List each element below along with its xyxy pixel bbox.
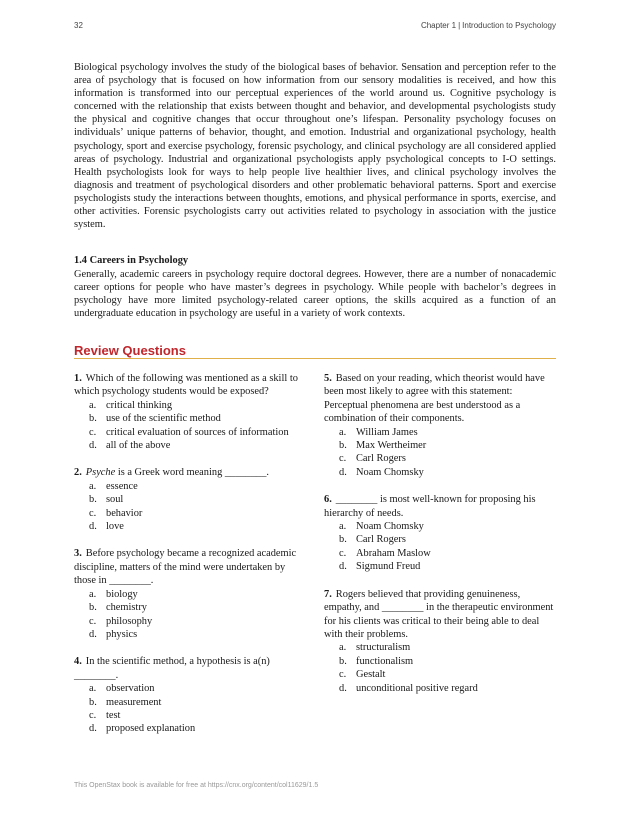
option-text: unconditional positive regard bbox=[356, 682, 478, 694]
answer-option bbox=[324, 439, 556, 452]
answer-option bbox=[74, 426, 306, 439]
answer-options bbox=[74, 399, 306, 453]
answer-option bbox=[74, 601, 306, 614]
option-letter: a. bbox=[89, 588, 97, 600]
option-text: behavior bbox=[106, 507, 143, 519]
option-letter: b. bbox=[89, 494, 97, 506]
option-text: all of the above bbox=[106, 440, 171, 452]
review-question bbox=[74, 372, 306, 452]
answer-options bbox=[74, 682, 306, 736]
answer-option bbox=[74, 709, 306, 722]
answer-option bbox=[324, 655, 556, 668]
question-stem bbox=[74, 372, 306, 399]
answer-option bbox=[74, 520, 306, 533]
answer-options bbox=[74, 480, 306, 534]
option-text: test bbox=[106, 709, 121, 721]
answer-option bbox=[324, 560, 556, 573]
question-text: ________ is most well-known for proposing his hierarchy of needs. bbox=[324, 494, 536, 519]
option-letter: a. bbox=[339, 521, 347, 533]
option-letter: d. bbox=[89, 723, 97, 735]
questions-column-right bbox=[324, 372, 556, 709]
question-text: Which of the following was mentioned as a skill to which psychology students would be exposed? bbox=[74, 373, 298, 398]
chapter-title: Introduction to Psychology bbox=[462, 21, 556, 30]
option-text: biology bbox=[106, 588, 138, 600]
question-text: Before psychology became a recognized academic discipline, matters of the mind were undertaken by those in ________. bbox=[74, 548, 297, 587]
answer-option bbox=[324, 641, 556, 654]
option-letter: b. bbox=[339, 440, 347, 452]
option-text: Max Wertheimer bbox=[356, 440, 427, 452]
option-text: use of the scientific method bbox=[106, 413, 221, 425]
option-letter: c. bbox=[89, 426, 97, 438]
answer-option bbox=[324, 547, 556, 560]
option-letter: c. bbox=[339, 669, 347, 681]
question-number: 2. bbox=[74, 467, 82, 479]
question-stem bbox=[324, 588, 556, 642]
question-text: Based on your reading, which theorist would have been most likely to agree with this statement: Perceptual phenomena are best understood as a combination of their components. bbox=[324, 373, 545, 425]
questions-column-left bbox=[74, 372, 306, 750]
answer-option bbox=[74, 412, 306, 425]
answer-option bbox=[324, 466, 556, 479]
question-text: is a Greek word meaning ________. bbox=[115, 467, 270, 479]
option-letter: c. bbox=[89, 615, 97, 627]
option-text: proposed explanation bbox=[106, 723, 196, 735]
chapter-label: Chapter 1 bbox=[420, 21, 457, 30]
answer-option bbox=[74, 615, 306, 628]
option-letter: a. bbox=[89, 683, 97, 695]
review-question bbox=[324, 588, 556, 695]
answer-option bbox=[74, 439, 306, 452]
page-footer: This OpenStax book is available for free at https://cnx.org/content/col11629/1.5 bbox=[74, 782, 319, 789]
question-stem bbox=[324, 493, 556, 520]
option-letter: d. bbox=[89, 440, 97, 452]
option-letter: c. bbox=[339, 547, 347, 559]
answer-option bbox=[74, 588, 306, 601]
question-number: 7. bbox=[324, 588, 332, 600]
question-emphasis: Psyche bbox=[85, 467, 116, 479]
option-text: William James bbox=[356, 426, 418, 438]
answer-option bbox=[74, 722, 306, 735]
answer-options bbox=[324, 426, 556, 480]
answer-option bbox=[324, 533, 556, 546]
review-question bbox=[74, 466, 306, 533]
answer-option bbox=[74, 696, 306, 709]
option-text: Noam Chomsky bbox=[356, 521, 424, 533]
option-text: critical thinking bbox=[106, 399, 173, 411]
answer-option bbox=[324, 452, 556, 465]
option-letter: a. bbox=[339, 642, 347, 654]
option-letter: b. bbox=[89, 696, 97, 708]
question-number: 3. bbox=[74, 548, 82, 560]
option-text: chemistry bbox=[106, 602, 147, 614]
question-text: Rogers believed that providing genuineness, empathy, and ________ in the therapeutic environment for his clients was critical to their being able to deal with their problems. bbox=[324, 588, 554, 640]
option-letter: d. bbox=[89, 521, 97, 533]
option-text: Carl Rogers bbox=[356, 453, 406, 465]
question-stem bbox=[74, 466, 306, 479]
review-question bbox=[324, 493, 556, 573]
option-letter: b. bbox=[89, 602, 97, 614]
intro-paragraph: Biological psychology involves the study of the biological bases of behavior. Sensation and perception refer to the area of psychology that is focused on how information from our sensory modalities is received, and how this information is transformed into our perceptual experiences of the world around us. Cognitive psychology is concerned with the relationship that exists between thought and behavior, and developmental psychologists study the physical and cognitive changes that occur throughout one’s lifespan. Personality psychology focuses on individuals’ unique patterns of behavior, thought, and emotion. Industrial and organizational psychology, health psychology, sport and exercise psychology, forensic psychology, and clinical psychology are all considered applied areas of psychology. Industrial and organizational psychologists apply psychological concepts to I-O settings. Health psychologists look for ways to help people live healthier lives, and clinical psychology involves the diagnosis and treatment of psychological disorders and other problematic behavioral patterns. Sport and exercise psychologists study the interactions between thoughts, emotions, and physical performance in sports, exercise, and other activities. Forensic psychologists carry out activities related to psychology in association with the justice system. bbox=[74, 62, 556, 231]
option-text: functionalism bbox=[356, 655, 414, 667]
question-text: In the scientific method, a hypothesis is a(n) ________. bbox=[74, 656, 270, 681]
option-letter: c. bbox=[339, 453, 347, 465]
option-letter: c. bbox=[89, 507, 97, 519]
option-letter: b. bbox=[89, 413, 97, 425]
option-text: Sigmund Freud bbox=[356, 561, 421, 573]
option-text: measurement bbox=[106, 696, 162, 708]
review-questions-heading: Review Questions bbox=[74, 343, 186, 358]
review-question bbox=[74, 655, 306, 735]
answer-options bbox=[324, 520, 556, 574]
option-letter: d. bbox=[89, 628, 97, 640]
option-letter: a. bbox=[89, 399, 97, 411]
answer-option bbox=[324, 668, 556, 681]
review-question bbox=[324, 372, 556, 479]
answer-option bbox=[74, 493, 306, 506]
option-text: Abraham Maslow bbox=[356, 547, 431, 559]
answer-options bbox=[324, 641, 556, 695]
option-letter: a. bbox=[339, 426, 347, 438]
answer-option bbox=[324, 682, 556, 695]
answer-option bbox=[74, 507, 306, 520]
answer-option bbox=[74, 480, 306, 493]
heading-rule bbox=[74, 358, 556, 359]
answer-option bbox=[324, 520, 556, 533]
answer-option bbox=[324, 426, 556, 439]
question-number: 4. bbox=[74, 656, 82, 668]
question-stem bbox=[324, 372, 556, 426]
option-text: Carl Rogers bbox=[356, 534, 406, 546]
option-letter: b. bbox=[339, 655, 347, 667]
review-question bbox=[74, 547, 306, 641]
section-heading: 1.4 Careers in Psychology bbox=[74, 255, 189, 266]
section-paragraph: Generally, academic careers in psychology require doctoral degrees. However, there are a number of nonacademic career options for people who have master’s degrees in psychology. While people with bachelor’s degrees in psychology have more limited psychology-related career options, the skills acquired as a function of an undergraduate education in psychology are useful in a variety of work contexts. bbox=[74, 269, 556, 320]
option-text: essence bbox=[106, 480, 138, 492]
answer-options bbox=[74, 588, 306, 642]
option-letter: d. bbox=[339, 561, 347, 573]
option-letter: d. bbox=[339, 682, 347, 694]
option-letter: d. bbox=[339, 466, 347, 478]
option-text: critical evaluation of sources of information bbox=[106, 426, 289, 438]
question-stem bbox=[74, 547, 306, 587]
question-stem bbox=[74, 655, 306, 682]
option-letter: a. bbox=[89, 480, 97, 492]
option-text: structuralism bbox=[356, 642, 411, 654]
running-head bbox=[421, 21, 556, 30]
option-text: soul bbox=[106, 494, 124, 506]
option-text: Gestalt bbox=[356, 669, 386, 681]
option-text: love bbox=[106, 521, 124, 533]
question-number: 1. bbox=[74, 373, 82, 384]
answer-option bbox=[74, 628, 306, 641]
option-text: Noam Chomsky bbox=[356, 466, 424, 478]
running-head-separator: | bbox=[458, 21, 461, 30]
question-number: 6. bbox=[324, 494, 332, 506]
option-letter: c. bbox=[89, 709, 97, 721]
option-text: observation bbox=[106, 683, 155, 695]
option-letter: b. bbox=[339, 534, 347, 546]
option-text: philosophy bbox=[106, 615, 153, 627]
page-number: 32 bbox=[74, 21, 83, 30]
answer-option bbox=[74, 682, 306, 695]
option-text: physics bbox=[106, 628, 138, 640]
answer-option bbox=[74, 399, 306, 412]
question-number: 5. bbox=[324, 373, 332, 384]
